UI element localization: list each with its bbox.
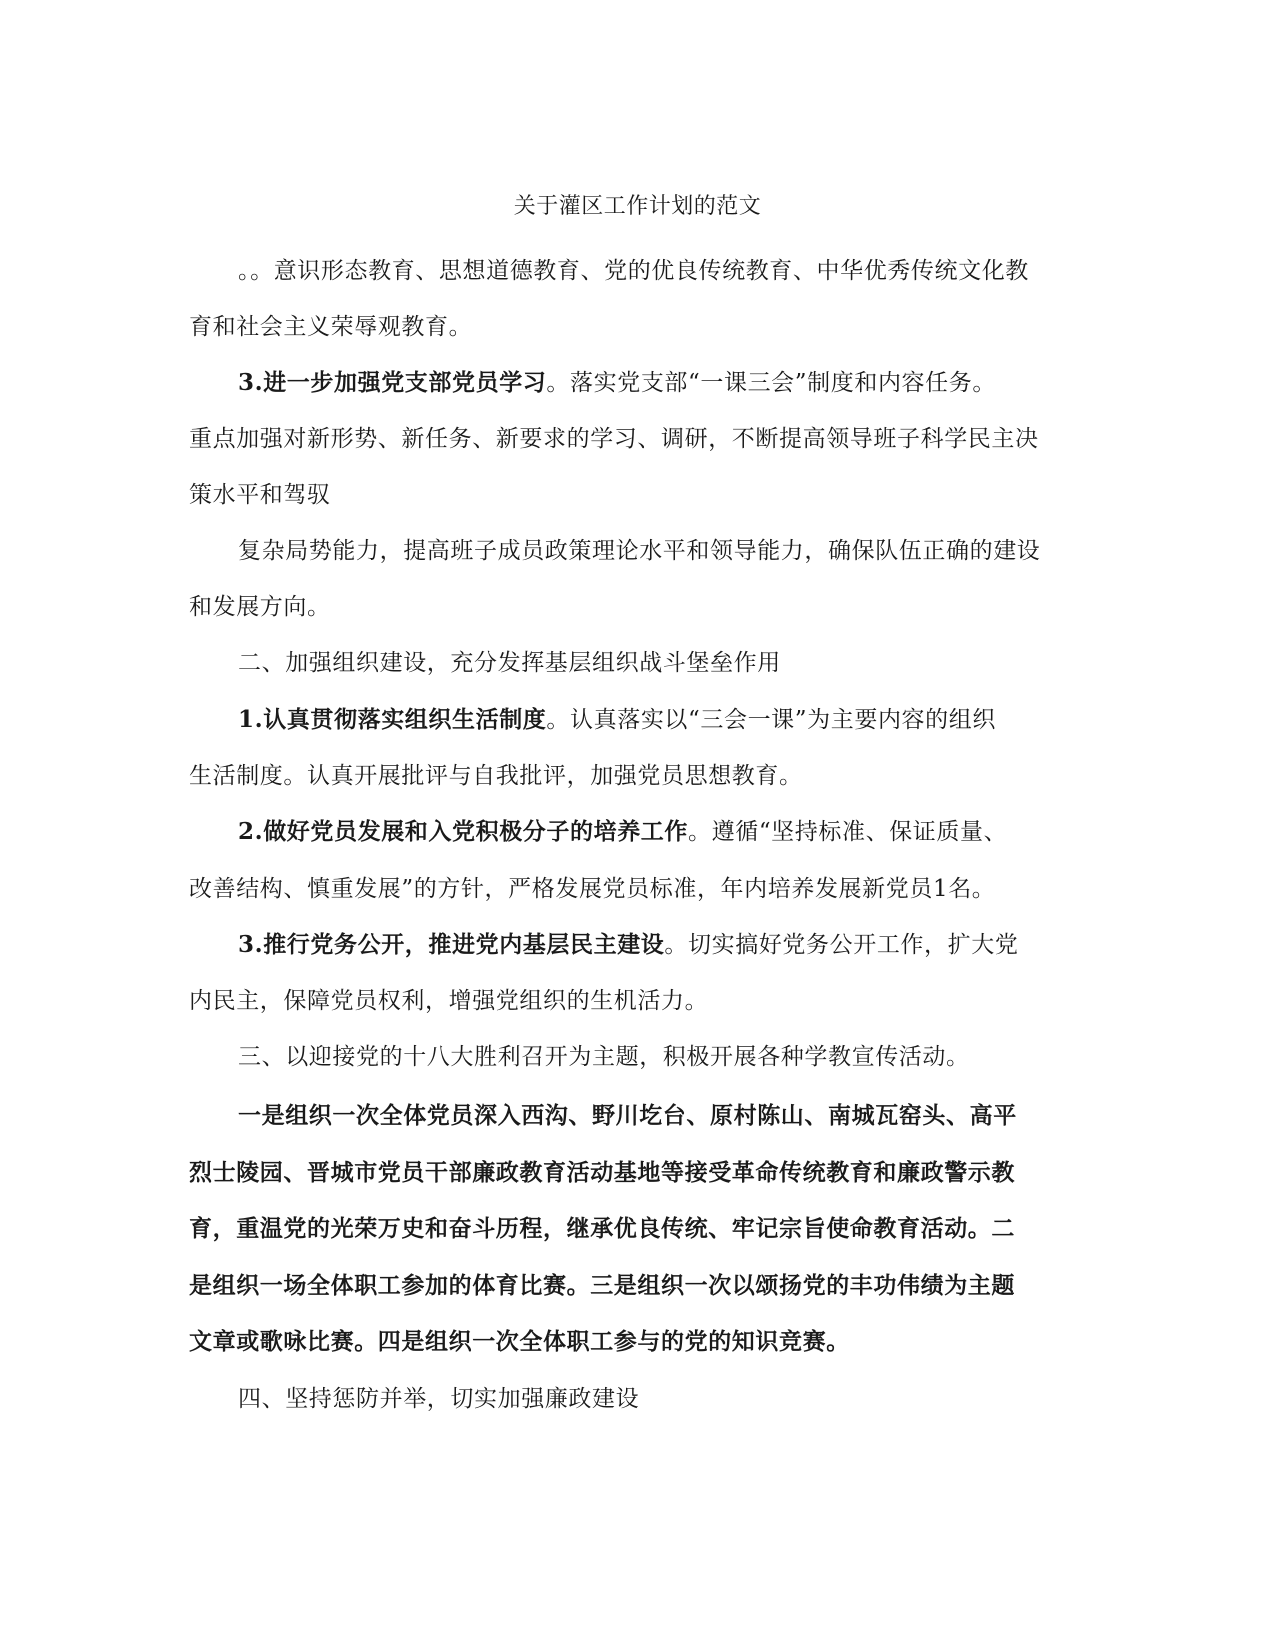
paragraph-line [238, 929, 1138, 961]
section-heading: 四、坚持惩防并举，切实加强廉政建设 [238, 1386, 640, 1412]
paragraph-line: 。。意识形态教育、思想道德教育、党的优良传统教育、中华优秀传统文化教 [238, 258, 1029, 284]
item-heading: 2.做好党员发展和入党积极分子的培养工作 [238, 818, 689, 845]
item-heading: 3.推行党务公开，推进党内基层民主建设 [238, 931, 665, 958]
paragraph-line: 和发展方向。 [189, 594, 331, 620]
paragraph-line: 策水平和驾驭 [189, 482, 331, 508]
paragraph-line: 重点加强对新形势、新任务、新要求的学习、调研，不断提高领导班子科学民主决 [189, 426, 1039, 452]
paragraph-line [238, 816, 1138, 848]
paragraph-line: 是组织一场全体职工参加的体育比赛。三是组织一次以颂扬党的丰功伟绩为主题 [189, 1272, 1015, 1299]
item-text: 。落实党支部“一课三会”制度和内容任务。 [546, 370, 996, 396]
paragraph-line: 育和社会主义荣辱观教育。 [189, 314, 473, 340]
paragraph-line: 改善结构、慎重发展”的方针，严格发展党员标准，年内培养发展新党员1名。 [189, 876, 996, 902]
paragraph-line: 一是组织一次全体党员深入西沟、野川圪台、原村陈山、南城瓦窑头、高平 [238, 1102, 1017, 1129]
paragraph-line: 内民主，保障党员权利，增强党组织的生机活力。 [189, 988, 709, 1014]
paragraph-line [238, 367, 1138, 399]
paragraph-line: 文章或歌咏比赛。四是组织一次全体职工参与的党的知识竞赛。 [189, 1328, 850, 1355]
item-heading: 1.认真贯彻落实组织生活制度 [238, 706, 547, 733]
paragraph-line: 烈士陵园、晋城市党员干部廉政教育活动基地等接受革命传统教育和廉政警示教 [189, 1159, 1015, 1186]
paragraph-line: 生活制度。认真开展批评与自我批评，加强党员思想教育。 [189, 763, 803, 789]
item-heading: 3.进一步加强党支部党员学习 [238, 369, 547, 396]
item-text: 。认真落实以“三会一课”为主要内容的组织 [546, 707, 996, 733]
section-heading: 三、以迎接党的十八大胜利召开为主题，积极开展各种学教宣传活动。 [238, 1044, 970, 1070]
item-text: 。切实搞好党务公开工作，扩大党 [664, 932, 1019, 958]
paragraph-line: 育，重温党的光荣万史和奋斗历程，继承优良传统、牢记宗旨使命教育活动。二 [189, 1215, 1015, 1242]
paragraph-line [238, 704, 1138, 736]
item-text: 。遵循“坚持标准、保证质量、 [688, 819, 1008, 845]
section-heading: 二、加强组织建设，充分发挥基层组织战斗堡垒作用 [238, 650, 781, 676]
document-title: 关于灌区工作计划的范文 [513, 194, 762, 219]
paragraph-line: 复杂局势能力，提高班子成员政策理论水平和领导能力，确保队伍正确的建设 [238, 538, 1041, 564]
